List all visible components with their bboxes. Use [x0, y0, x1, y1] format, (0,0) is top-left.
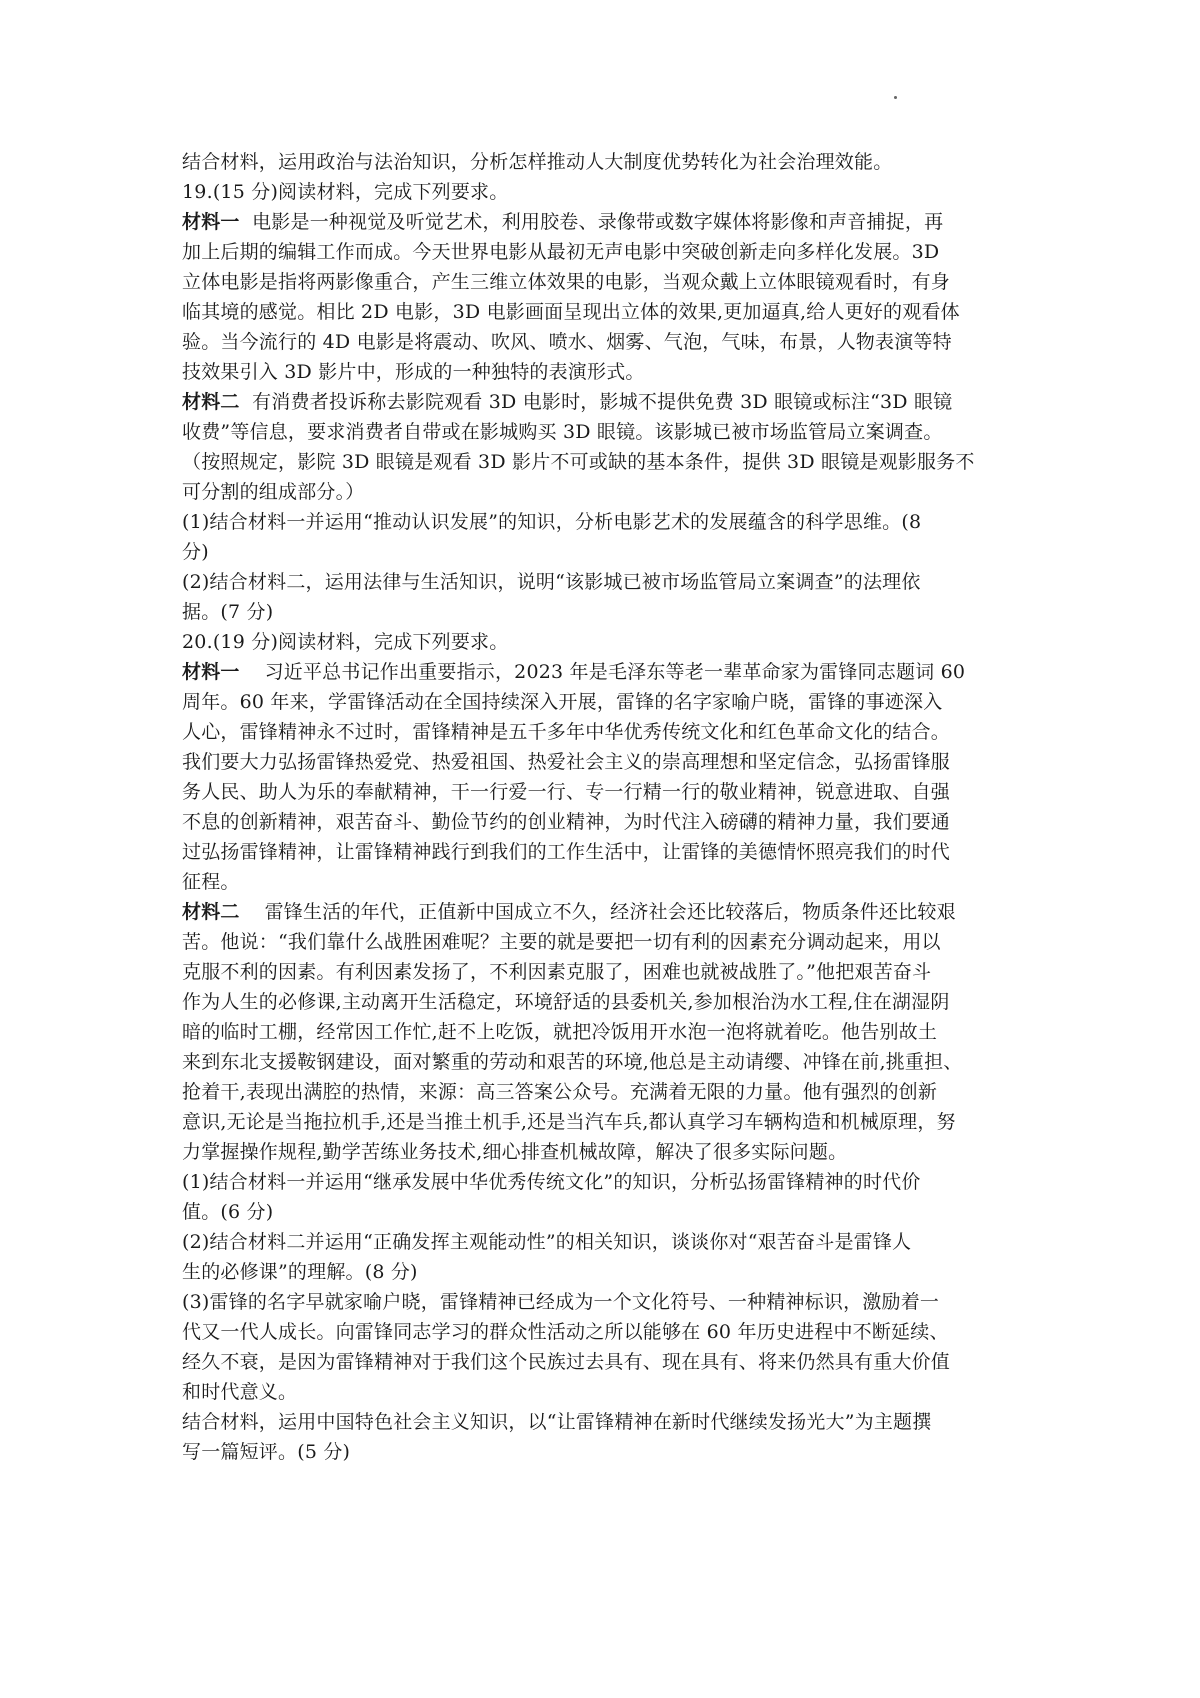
- line-text: (1)结合材料一并运用“推动认识发展”的知识，分析电影艺术的发展蕴含的科学思维。(8: [182, 511, 922, 533]
- line-text: 值。(6 分): [182, 1201, 274, 1223]
- text-line: [182, 507, 1022, 537]
- line-text: 经久不衰，是因为雷锋精神对于我们这个民族过去具有、现在具有、将来仍然具有重大价值: [182, 1351, 951, 1373]
- material-label: 材料一: [182, 211, 240, 233]
- text-line: [182, 297, 1022, 327]
- line-text: 分): [182, 541, 209, 563]
- text-line: [182, 567, 1022, 597]
- line-text: 雷锋生活的年代，正值新中国成立不久，经济社会还比较落后，物质条件还比较艰: [239, 901, 956, 923]
- text-line: [182, 447, 1022, 477]
- line-text: 代又一代人成长。向雷锋同志学习的群众性活动之所以能够在 60 年历史进程中不断延续、: [182, 1321, 949, 1343]
- text-line: [182, 717, 1022, 747]
- line-text: 作为人生的必修课,主动离开生活稳定，环境舒适的县委机关,参加根治沩水工程,住在湖湿阴: [182, 991, 950, 1013]
- line-text: 据。(7 分): [182, 601, 274, 623]
- line-text: 临其境的感觉。相比 2D 电影，3D 电影画面呈现出立体的效果,更加逼真,给人更好的观看体: [182, 301, 960, 323]
- text-line: [182, 177, 1022, 207]
- page-dot-mark: [894, 96, 897, 99]
- text-line: [182, 1257, 1022, 1287]
- text-line: [182, 777, 1022, 807]
- document-body: [182, 147, 1022, 1467]
- line-text: （按照规定，影院 3D 眼镜是观看 3D 影片不可或缺的基本条件，提供 3D 眼镜是观影服务不: [182, 451, 975, 473]
- line-text: (1)结合材料一并运用“继承发展中华优秀传统文化”的知识，分析弘扬雷锋精神的时代价: [182, 1171, 921, 1193]
- line-text: 加上后期的编辑工作而成。今天世界电影从最初无声电影中突破创新走向多样化发展。3D: [182, 241, 940, 263]
- text-line: [182, 1167, 1022, 1197]
- text-line: [182, 1317, 1022, 1347]
- text-line: [182, 1107, 1022, 1137]
- text-line: [182, 387, 1022, 417]
- text-line: [182, 1077, 1022, 1107]
- text-line: [182, 597, 1022, 627]
- text-line: [182, 1377, 1022, 1407]
- line-text: 20.(19 分)阅读材料，完成下列要求。: [182, 631, 509, 653]
- text-line: [182, 747, 1022, 777]
- line-text: 电影是一种视觉及听觉艺术，利用胶卷、录像带或数字媒体将影像和声音捕捉，再: [239, 211, 944, 233]
- line-text: (2)结合材料二，运用法律与生活知识，说明“该影城已被市场监管局立案调查”的法理依: [182, 571, 921, 593]
- text-line: [182, 237, 1022, 267]
- text-line: [182, 867, 1022, 897]
- text-line: [182, 1347, 1022, 1377]
- line-text: 有消费者投诉称去影院观看 3D 电影时，影城不提供免费 3D 眼镜或标注“3D 眼镜: [239, 391, 953, 413]
- line-text: 人心，雷锋精神永不过时，雷锋精神是五千多年中华优秀传统文化和红色革命文化的结合。: [182, 721, 951, 743]
- text-line: [182, 417, 1022, 447]
- text-line: [182, 1137, 1022, 1167]
- line-text: 苦。他说：“我们靠什么战胜困难呢？主要的就是要把一切有利的因素充分调动起来，用以: [182, 931, 941, 953]
- text-line: [182, 1047, 1022, 1077]
- text-line: [182, 147, 1022, 177]
- line-text: 抢着干,表现出满腔的热情，来源：高三答案公众号。充满着无限的力量。他有强烈的创新: [182, 1081, 938, 1103]
- line-text: 征程。: [182, 871, 240, 893]
- text-line: [182, 807, 1022, 837]
- text-line: [182, 327, 1022, 357]
- text-line: [182, 657, 1022, 687]
- line-text: (3)雷锋的名字早就家喻户晓，雷锋精神已经成为一个文化符号、一种精神标识，激励着一: [182, 1291, 940, 1313]
- text-line: [182, 1017, 1022, 1047]
- text-line: [182, 1227, 1022, 1257]
- line-text: 写一篇短评。(5 分): [182, 1441, 351, 1463]
- text-line: [182, 627, 1022, 657]
- text-line: [182, 1407, 1022, 1437]
- text-line: [182, 1287, 1022, 1317]
- line-text: 力掌握操作规程,勤学苦练业务技术,细心排查机械故障，解决了很多实际问题。: [182, 1141, 848, 1163]
- line-text: 19.(15 分)阅读材料，完成下列要求。: [182, 181, 509, 203]
- text-line: [182, 1437, 1022, 1467]
- line-text: (2)结合材料二并运用“正确发挥主观能动性”的相关知识，谈谈你对“艰苦奋斗是雷锋人: [182, 1231, 912, 1253]
- line-text: 和时代意义。: [182, 1381, 298, 1403]
- line-text: 暗的临时工棚，经常因工作忙,赶不上吃饭，就把冷饭用开水泡一泡将就着吃。他告别故土: [182, 1021, 938, 1043]
- text-line: [182, 837, 1022, 867]
- text-line: [182, 1197, 1022, 1227]
- line-text: 意识,无论是当拖拉机手,还是当推土机手,还是当汽车兵,都认真学习车辆构造和机械原理，努: [182, 1111, 956, 1133]
- line-text: 不息的创新精神，艰苦奋斗、勤俭节约的创业精神，为时代注入磅礴的精神力量，我们要通: [182, 811, 951, 833]
- line-text: 收费”等信息，要求消费者自带或在影城购买 3D 眼镜。该影城已被市场监管局立案调查。: [182, 421, 943, 443]
- text-line: [182, 927, 1022, 957]
- line-text: 生的必修课”的理解。(8 分): [182, 1261, 418, 1283]
- line-text: 务人民、助人为乐的奉献精神，干一行爱一行、专一行精一行的敬业精神，锐意进取、自强: [182, 781, 951, 803]
- line-text: 验。当今流行的 4D 电影是将震动、吹风、喷水、烟雾、气泡，气味，布景，人物表演等特: [182, 331, 952, 353]
- material-label: 材料二: [182, 391, 240, 413]
- line-text: 可分割的组成部分。）: [182, 481, 365, 503]
- text-line: [182, 477, 1022, 507]
- line-text: 立体电影是指将两影像重合，产生三维立体效果的电影，当观众戴上立体眼镜观看时，有身: [182, 271, 951, 293]
- text-line: [182, 357, 1022, 387]
- line-text: 来到东北支援鞍钢建设，面对繁重的劳动和艰苦的环境,他总是主动请缨、冲锋在前,挑重担、: [182, 1051, 963, 1073]
- line-text: 周年。60 年来，学雷锋活动在全国持续深入开展，雷锋的名字家喻户晓，雷锋的事迹深入: [182, 691, 943, 713]
- text-line: [182, 897, 1022, 927]
- line-text: 结合材料，运用政治与法治知识，分析怎样推动人大制度优势转化为社会治理效能。: [182, 151, 893, 173]
- text-line: [182, 537, 1022, 567]
- line-text: 技效果引入 3D 影片中，形成的一种独特的表演形式。: [182, 361, 645, 383]
- text-line: [182, 957, 1022, 987]
- line-text: 习近平总书记作出重要指示，2023 年是毛泽东等老一辈革命家为雷锋同志题词 60: [239, 661, 966, 683]
- line-text: 克服不利的因素。有利因素发扬了，不利因素克服了，困难也就被战胜了。”他把艰苦奋斗: [182, 961, 932, 983]
- text-line: [182, 987, 1022, 1017]
- text-line: [182, 687, 1022, 717]
- line-text: 结合材料，运用中国特色社会主义知识，以“让雷锋精神在新时代继续发扬光大”为主题撰: [182, 1411, 932, 1433]
- material-label: 材料一: [182, 661, 240, 683]
- text-line: [182, 267, 1022, 297]
- line-text: 我们要大力弘扬雷锋热爱党、热爱祖国、热爱社会主义的崇高理想和坚定信念，弘扬雷锋服: [182, 751, 951, 773]
- line-text: 过弘扬雷锋精神，让雷锋精神践行到我们的工作生活中，让雷锋的美德情怀照亮我们的时代: [182, 841, 951, 863]
- text-line: [182, 207, 1022, 237]
- material-label: 材料二: [182, 901, 240, 923]
